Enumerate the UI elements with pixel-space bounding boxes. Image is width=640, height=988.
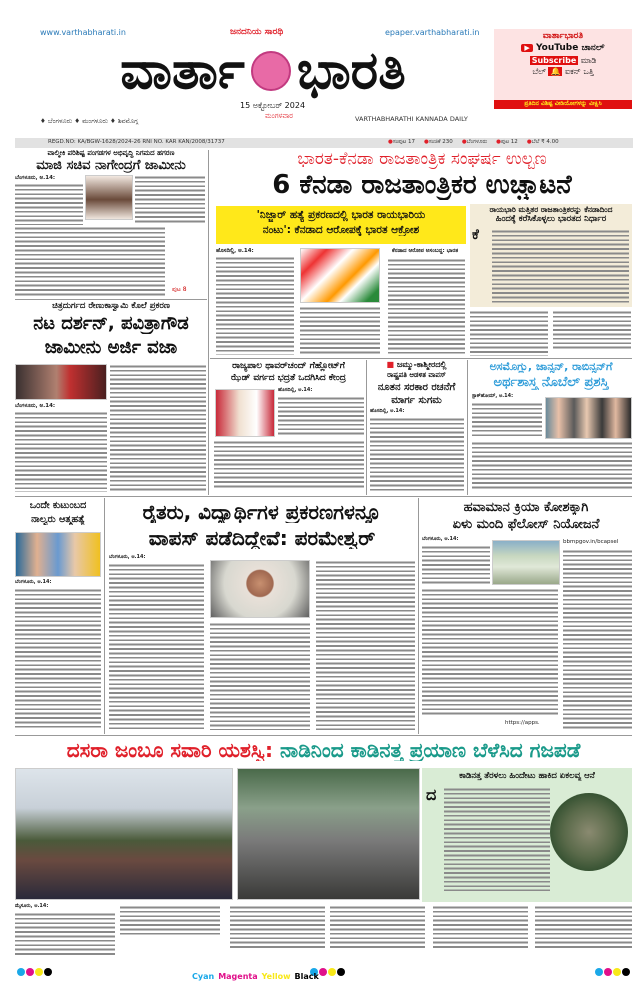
website-url[interactable]: www.varthabharati.in (40, 28, 126, 37)
issue-details: ●ಸಂಪುಟ 17 ●ಸಂಚಿಕೆ 230 ●ಬೆಂಗಳೂರು ●ಪುಟ 12 ●ಬೆಲೆ ₹ 4.00 (388, 139, 559, 145)
darshan-body-col1 (15, 411, 107, 492)
divider (366, 360, 367, 495)
globe-dove-emblem-icon (251, 51, 291, 91)
registration-marks-icon (595, 962, 631, 980)
elephant-box (422, 768, 632, 902)
nagendra-body-col2 (135, 175, 205, 223)
jk-kicker1-text: ಜಮ್ಮು-ಕಾಶ್ಮೀರದಲ್ಲಿ (396, 361, 447, 369)
gehlot-headline-line2[interactable]: ಝೆಡ್ ವರ್ಗದ ಭದ್ರತೆ ಒದಗಿಸಿದ ಕೇಂದ್ರ (230, 374, 346, 383)
lead-kicker: ಭಾರತ-ಕೆನಡಾ ರಾಜತಾಂತ್ರಿಕ ಸಂಘರ್ಷ ಉಲ್ಬಣ (297, 150, 547, 169)
nagendra-kicker: ವಾಲ್ಮೀಕಿ ಪರಿಶಿಷ್ಟ ಪಂಗಡಗಳ ಅಭಿವೃದ್ಧಿ ನಿಗಮದ ಹಗರಣ (47, 150, 175, 157)
jk-kicker-line2: ರಾಷ್ಟ್ರಪತಿ ಆಡಳಿತ ವಾಪಸ್ (387, 372, 446, 379)
lead-headline[interactable]: 6 ಕೆನಡಾ ರಾಜತಾಂತ್ರಿಕರ ಉಚ್ಚಾಟನೆ (272, 171, 572, 200)
bbmp-building-photo (492, 540, 560, 585)
gehlot-dateline: ಹೊಸದಿಲ್ಲಿ, ಅ.14: (278, 387, 313, 393)
subscribe-suffix: ಮಾಡಿ (580, 55, 597, 65)
promo-youtube: ▶ YouTube ಚಾನಲ್ (494, 43, 632, 53)
dasara-procession-photo (15, 768, 233, 900)
english-name: VARTHABHARATHI KANNADA DAILY (355, 115, 468, 123)
climate-body-col2 (563, 549, 632, 730)
jk-dateline: ಹೊಸದಿಲ್ಲಿ, ಅ.14: (370, 408, 405, 414)
recall-dropcap: ಕೆ (472, 227, 479, 243)
family-headline-line2[interactable]: ನಾಲ್ವರು ಆತ್ಮಹತ್ಯೆ (31, 515, 85, 525)
parameshwar-headline-line2[interactable]: ವಾಪಸ್ ಪಡೆದಿದ್ದೇವೆ: ಪರಮೇಶ್ವರ್ (148, 527, 376, 549)
cyan-label: Cyan (192, 972, 215, 981)
darshan-body-col2 (110, 364, 206, 491)
elephant-photo (237, 768, 420, 900)
divider (15, 496, 632, 497)
divider (208, 150, 209, 495)
gehlot-headline-line1[interactable]: ರಾಜ್ಯಪಾಲ ಥಾವರ್‌ಚಂದ್ ಗೆಹ್ಲೋಟ್‌ಗೆ (232, 362, 345, 371)
climate-url[interactable]: https://apps. (505, 720, 540, 726)
dasara-body-col1 (15, 912, 115, 955)
nijjar-body-col3 (388, 258, 465, 356)
darshan-dateline: ಬೆಂಗಳೂರು, ಅ.14: (15, 403, 56, 409)
darshan-kicker: ಚಿತ್ರದುರ್ಗದ ರೇಣುಕಾಸ್ವಾಮಿ ಕೊಲೆ ಪ್ರಕರಣ (52, 302, 170, 311)
family-dateline: ಬೆಂಗಳೂರು, ಅ.14: (15, 579, 52, 585)
bell-icon: 🔔 (550, 66, 561, 76)
dasara-dateline: ಮೈಸೂರು, ಅ.14: (15, 903, 49, 909)
youtube-play-icon: ▶ (521, 44, 532, 52)
nobel-headline-line2[interactable]: ಅರ್ಥಶಾಸ್ತ್ರ ನೊಬೆಲ್ ಪ್ರಶಸ್ತಿ (493, 376, 609, 390)
nijjar-headline-line2[interactable]: ನಂಟು': ಕೆನಡಾದ ಆರೋಪಕ್ಕೆ ಭಾರತ ಆಕ್ರೋಶ (262, 224, 420, 236)
gehlot-body-2 (214, 440, 364, 490)
dasara-body-col3 (230, 905, 325, 950)
nagendra-body (15, 226, 165, 296)
promo-footer: ಪ್ರತಿದಿನ ವಿಶಿಷ್ಟ ವೀಡಿಯೋಗಳನ್ನು ವೀಕ್ಷಿಸಿ (494, 100, 632, 109)
recall-headline-line2[interactable]: ಹಿಂದಕ್ಕೆ ಕರೆಸಿಕೊಳ್ಳಲು ಭಾರತದ ನಿರ್ಧಾರ (495, 215, 607, 225)
nagendra-headline[interactable]: ಮಾಜಿ ಸಚಿವ ನಾಗೇಂದ್ರಗೆ ಜಾಮೀನು (36, 159, 186, 173)
nijjar-body-col2 (300, 306, 380, 356)
gehlot-photo (215, 389, 275, 437)
parameshwar-headline-line1[interactable]: ರೈತರು, ವಿದ್ಯಾರ್ಥಿಗಳ ಪ್ರಕರಣಗಳನ್ನೂ (142, 501, 382, 523)
divider (15, 299, 207, 300)
divider (104, 498, 105, 734)
family-headline-line1[interactable]: ಒಂದೇ ಕುಟುಂಬದ (29, 501, 87, 511)
nobel-body (472, 441, 632, 491)
issue-date: 15 ಅಕ್ಟೋಬರ್ 2024 (240, 101, 306, 110)
recall-body-col1 (470, 310, 548, 356)
nijjar-caption: ಕೆನಡಾದ ಆರೋಪ ಅಸಂಬದ್ಧ: ಭಾರತ (391, 248, 459, 254)
bell-label: ಬೆಲ್ (532, 66, 546, 76)
parameshwar-body-col1 (109, 563, 204, 730)
dasara-body-col4 (330, 905, 425, 950)
yellow-label: Yellow (261, 972, 291, 981)
epaper-url[interactable]: epaper.varthabharati.in (385, 28, 480, 37)
bell-suffix: ಐಕನ್ ಒತ್ತಿ (564, 66, 594, 76)
tagline: ಜನದನಿಯ ಸಾರಥಿ (230, 27, 284, 37)
nijjar-dateline: ಹೊಸದಿಲ್ಲಿ, ಅ.14: (216, 248, 254, 254)
issue-day: ಮಂಗಳವಾರ (265, 112, 294, 120)
dasara-body-col5 (433, 905, 528, 950)
recall-box (470, 204, 632, 307)
divider (418, 498, 419, 734)
registration-number: REGD.NO: KA/BGW-1628/2024-26 RNI NO. KAR KAN/2008/31737 (48, 139, 225, 145)
darshan-headline-line2[interactable]: ಜಾಮೀನು ಅರ್ಜಿ ವಜಾ (44, 338, 178, 358)
recall-body (492, 229, 629, 303)
youtube-promo[interactable] (494, 29, 632, 109)
bullet-icon: ■ (386, 361, 395, 369)
jk-headline-line1[interactable]: ನೂತನ ಸರಕಾರ ರಚನೆಗೆ (377, 382, 456, 393)
nobel-laureates-photo (545, 397, 632, 439)
black-label: Black (294, 972, 319, 981)
subscribe-button[interactable]: Subscribe (531, 55, 577, 65)
elephant-dropcap: ದ (426, 785, 437, 804)
recall-headline-line1[interactable]: ರಾಯಭಾರಿ ಮತ್ತಿತರ ರಾಜತಾಂತ್ರಿಕರನ್ನು ಕೆನಡಾದಿಂದ (489, 206, 613, 214)
divider (15, 735, 632, 736)
jk-body (370, 417, 464, 492)
continued-label[interactable]: ಪುಟ 8 (172, 286, 187, 293)
parameshwar-dateline: ಬೆಂಗಳೂರು, ಅ.14: (109, 554, 146, 560)
promo-title: ವಾರ್ತಾಭಾರತಿ (542, 31, 584, 41)
nijjar-headline-box (216, 206, 466, 244)
family-body (15, 588, 101, 730)
gehlot-body (278, 396, 364, 437)
nagendra-body-col1 (15, 183, 83, 225)
climate-body-col1-top (422, 545, 490, 585)
ekalavya-elephant-photo (550, 793, 628, 871)
nijjar-headline-line1[interactable]: 'ನಿಜ್ಜಾರ್ ಹತ್ಯೆ ಪ್ರಕರಣದಲ್ಲಿ ಭಾರತ ರಾಯಭಾರಿಯ (256, 210, 426, 221)
nobel-body-col1 (472, 402, 542, 437)
elephant-body (444, 787, 550, 891)
climate-link[interactable]: bbmpgov.in/bcapsel (563, 539, 619, 545)
canada-india-flags-photo (300, 248, 380, 303)
climate-headline-line2[interactable]: ಏಳು ಮಂದಿ ಫೆಲೋಸ್ ನಿಯೋಜನೆ (452, 518, 600, 532)
family-photo (15, 532, 101, 577)
darshan-headline-line1[interactable]: ನಟ ದರ್ಶನ್, ಪವಿತ್ರಾಗೌಡ (33, 314, 189, 334)
nobel-dateline: ಸ್ಟಾಕ್‌ಹೋಮ್, ಅ.14: (472, 393, 514, 399)
divider (210, 358, 632, 359)
nagendra-photo (85, 175, 133, 220)
jk-kicker-line1 (368, 361, 465, 370)
divider (467, 360, 468, 495)
climate-body-col1 (422, 588, 558, 716)
color-bar (192, 972, 319, 981)
nagendra-dateline: ಬೆಂಗಳೂರು, ಅ.14: (15, 175, 56, 181)
logo-word-2: ಭಾರತಿ (296, 42, 406, 100)
recall-body-col2 (553, 310, 631, 350)
parameshwar-photo (210, 560, 310, 618)
climate-headline-line1[interactable]: ಹವಾಮಾನ ಕ್ರಿಯಾ ಕೋಶಕ್ಕಾಗಿ (463, 501, 589, 515)
logo-word-1: ವಾರ್ತಾ (120, 42, 245, 100)
parameshwar-body-col3 (316, 560, 415, 730)
magenta-label: Magenta (218, 972, 258, 981)
nobel-headline-line1[interactable]: ಅಸಮೊಗ್ಲು, ಜಾನ್ಸನ್, ರಾಬಿನ್ಸನ್‌ಗೆ (489, 361, 613, 373)
editions: ♦ ಬೆಂಗಳೂರು ♦ ಮಂಗಳೂರು ♦ ಶಿವಮೊಗ್ಗ (40, 117, 139, 125)
climate-dateline: ಬೆಂಗಳೂರು, ಅ.14: (422, 536, 459, 542)
nijjar-body-col1 (216, 256, 294, 355)
darshan-photo (15, 364, 107, 400)
jk-headline-line2[interactable]: ಮಾರ್ಗ ಸುಗಮ (391, 395, 442, 406)
dasara-headline[interactable]: ದಸರಾ ಜಂಬೂ ಸವಾರಿ ಯಶಸ್ವಿ: ನಾಡಿನಿಂದ ಕಾಡಿನತ್ತ ಪ್ರಯಾಣ ಬೆಳೆಸಿದ ಗಜಪಡೆ (66, 739, 581, 761)
elephant-headline[interactable]: ಕಾಡಿನತ್ತ ತೆರಳಲು ಹಿಂದೇಟು ಹಾಕಿದ ಏಕಲವ್ಯ ಆನೆ (459, 772, 595, 781)
masthead-logo (38, 42, 488, 100)
registration-marks-icon (17, 962, 53, 980)
dasara-body-col2 (120, 905, 220, 937)
parameshwar-body-col2 (210, 622, 310, 730)
dasara-body-col6 (535, 905, 632, 950)
